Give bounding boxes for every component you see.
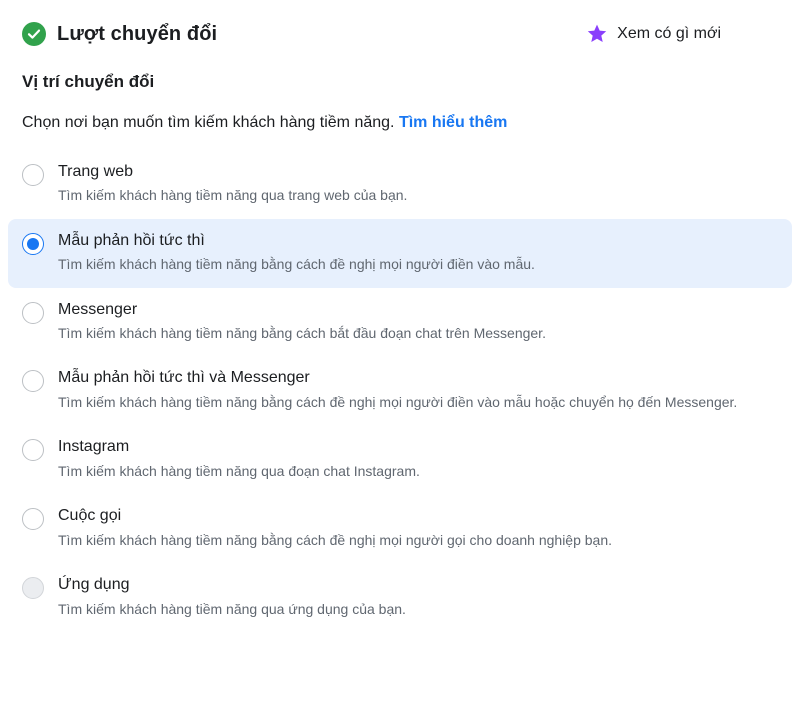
option-text: [58, 436, 420, 481]
section-subtitle: Vị trí chuyển đổi: [22, 72, 155, 91]
option-label: Mẫu phản hồi tức thì: [58, 231, 205, 249]
option-text: [58, 574, 406, 619]
option-label: Instagram: [58, 438, 130, 456]
option-row[interactable]: [8, 425, 792, 494]
panel-header-left: [22, 22, 217, 46]
option-description: Tìm kiếm khách hàng tiềm năng bằng cách bắt đầu đoạn chat trên Messenger.: [58, 325, 546, 342]
option-row[interactable]: [8, 288, 792, 357]
option-text: [58, 367, 737, 412]
whats-new-label: Xem có gì mới: [617, 25, 721, 42]
option-description: Tìm kiếm khách hàng tiềm năng bằng cách đề nghị mọi người điền vào mẫu hoặc chuyển họ đến Messenger.: [58, 394, 738, 411]
option-text: [58, 161, 407, 206]
radio-button[interactable]: [22, 302, 44, 324]
option-row[interactable]: [8, 219, 792, 288]
learn-more-link[interactable]: Tìm hiểu thêm: [398, 114, 508, 131]
whats-new-link[interactable]: [586, 23, 776, 45]
check-circle-icon: [22, 22, 46, 46]
conversion-location-options: [0, 150, 800, 632]
option-label: Ứng dụng: [58, 576, 130, 594]
section-description-text: Chọn nơi bạn muốn tìm kiếm khách hàng tiềm năng.: [22, 114, 395, 131]
option-description: Tìm kiếm khách hàng tiềm năng qua đoạn chat Instagram.: [58, 462, 420, 479]
radio-button[interactable]: [22, 164, 44, 186]
option-text: [58, 230, 535, 275]
section-description: [0, 92, 800, 134]
radio-button[interactable]: [22, 370, 44, 392]
panel-header: [0, 0, 800, 46]
page-title: Lượt chuyển đổi: [57, 22, 218, 45]
radio-button[interactable]: [22, 577, 44, 599]
option-text: [58, 505, 612, 550]
option-row[interactable]: [8, 563, 792, 632]
option-description: Tìm kiếm khách hàng tiềm năng bằng cách đề nghị mọi người điền vào mẫu.: [58, 256, 535, 273]
option-label: Trang web: [58, 162, 133, 180]
radio-button[interactable]: [22, 233, 44, 255]
option-row[interactable]: [8, 150, 792, 219]
option-label: Mẫu phản hồi tức thì và Messenger: [58, 369, 310, 387]
option-row[interactable]: [8, 494, 792, 563]
option-text: [58, 299, 546, 344]
option-row[interactable]: [8, 356, 792, 425]
option-label: Cuộc gọi: [58, 507, 122, 525]
radio-button[interactable]: [22, 508, 44, 530]
option-label: Messenger: [58, 300, 138, 318]
star-icon: [586, 23, 608, 45]
option-description: Tìm kiếm khách hàng tiềm năng qua trang web của bạn.: [58, 187, 408, 204]
option-description: Tìm kiếm khách hàng tiềm năng qua ứng dụng của bạn.: [58, 600, 406, 617]
option-description: Tìm kiếm khách hàng tiềm năng bằng cách đề nghị mọi người gọi cho doanh nghiệp bạn.: [58, 531, 613, 548]
radio-button[interactable]: [22, 439, 44, 461]
